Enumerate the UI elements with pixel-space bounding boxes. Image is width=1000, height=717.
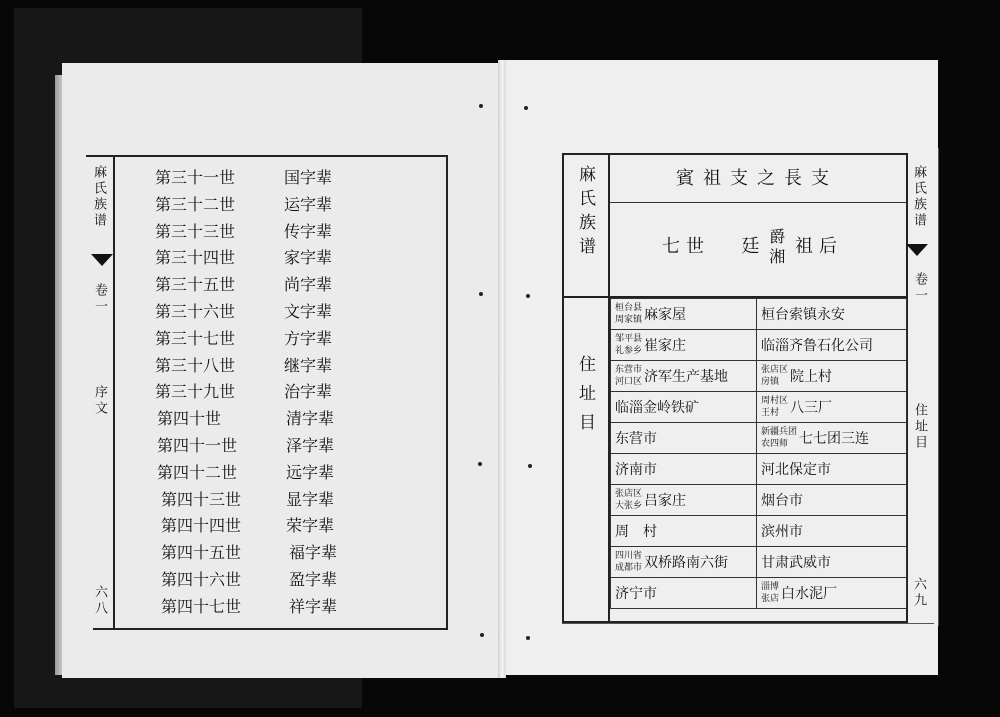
address-prefix-line: 东营市 xyxy=(615,365,643,375)
address-cell xyxy=(757,330,907,361)
generation-character: 国字辈 xyxy=(284,168,333,187)
book-gutter xyxy=(498,60,506,678)
generation-name: 第三十三世 xyxy=(155,221,236,241)
address-prefix-line: 桓台县 xyxy=(615,303,643,313)
address-prefix xyxy=(615,333,642,357)
address-prefix xyxy=(761,426,797,450)
generation-character: 继字辈 xyxy=(284,355,333,375)
address-row xyxy=(611,578,907,609)
generation-name: 第四十一世 xyxy=(157,436,238,455)
address-label: 住址目 xyxy=(575,355,595,442)
generation-character: 福字辈 xyxy=(289,543,338,563)
generation-name: 第三十一世 xyxy=(155,168,236,187)
generation-character: 祥字辈 xyxy=(289,596,338,616)
address-text: 济军生产基地 xyxy=(644,369,729,385)
address-prefix xyxy=(615,302,642,326)
right-frame-top xyxy=(562,153,908,155)
binding-hole xyxy=(478,462,482,466)
address-text: 周 村 xyxy=(615,524,657,540)
ancestor-name-b-top: 爵 xyxy=(769,227,786,246)
generation-name: 第三十二世 xyxy=(155,194,236,214)
address-cell xyxy=(757,392,907,423)
address-row xyxy=(611,516,907,547)
address-cell xyxy=(611,299,757,330)
address-row xyxy=(611,485,907,516)
address-prefix xyxy=(615,488,642,512)
ancestor-suffix: 祖后 xyxy=(794,236,843,257)
right-frame-left xyxy=(562,153,564,623)
address-text: 东营市 xyxy=(615,431,657,447)
address-cell xyxy=(611,547,757,578)
address-prefix xyxy=(761,395,788,419)
address-cell xyxy=(757,547,907,578)
address-cell xyxy=(757,361,907,392)
address-text: 济南市 xyxy=(615,462,657,478)
address-cell xyxy=(611,392,757,423)
right-margin-rule xyxy=(938,148,939,626)
address-cell xyxy=(611,330,757,361)
left-side-section: 序文 xyxy=(92,385,107,417)
address-prefix-line: 张店 xyxy=(761,594,780,604)
generation-character: 方字辈 xyxy=(284,328,333,348)
address-text: 济宁市 xyxy=(615,586,657,602)
generation-name: 第三十四世 xyxy=(155,248,236,268)
ancestor-name-a: 廷 xyxy=(741,236,760,257)
left-margin-rule xyxy=(113,157,115,628)
generation-name: 第四十世 xyxy=(157,409,222,429)
right-side-volume: 卷一 xyxy=(912,272,927,304)
binding-hole xyxy=(524,106,528,110)
address-prefix-line: 张店区 xyxy=(761,365,789,375)
ancestor-name-b-bottom: 湘 xyxy=(769,247,786,266)
address-prefix-line: 礼参乡 xyxy=(615,346,643,356)
generation-character: 家字辈 xyxy=(284,248,333,268)
binding-hole xyxy=(479,104,483,108)
address-table xyxy=(610,298,907,609)
address-cell xyxy=(611,423,757,454)
address-cell xyxy=(611,454,757,485)
address-cell xyxy=(611,516,757,547)
address-row xyxy=(611,454,907,485)
generation-name: 第三十八世 xyxy=(155,355,236,375)
address-prefix-line: 周家镇 xyxy=(615,315,643,325)
generation-name: 第三十九世 xyxy=(155,382,236,402)
generation-character: 传字辈 xyxy=(284,221,333,241)
address-text: 吕家庄 xyxy=(644,493,687,509)
address-prefix xyxy=(615,550,642,574)
right-bottom-rule xyxy=(562,623,934,624)
address-prefix-line: 新疆兵团 xyxy=(761,427,798,437)
generation-name: 第三十五世 xyxy=(155,275,236,295)
address-cell xyxy=(757,485,907,516)
generation-name: 第四十二世 xyxy=(157,462,238,482)
address-prefix-line: 王村 xyxy=(761,408,780,418)
generation-character: 清字辈 xyxy=(286,409,335,429)
generation-name: 第四十七世 xyxy=(161,596,242,616)
address-cell xyxy=(757,578,907,609)
right-side-arrow-icon xyxy=(906,244,928,256)
left-page-number: 六八 xyxy=(92,585,107,617)
right-column-title: 麻氏族谱 xyxy=(575,165,595,261)
address-text: 白水泥厂 xyxy=(781,586,838,602)
address-prefix-line: 张店区 xyxy=(615,489,643,499)
address-prefix-line: 邹平县 xyxy=(615,334,643,344)
address-text: 麻家屋 xyxy=(644,307,687,323)
address-row xyxy=(611,547,907,578)
right-page-number: 六九 xyxy=(911,577,926,609)
address-prefix-line: 农四师 xyxy=(761,439,789,449)
address-cell xyxy=(757,299,907,330)
generation-character: 盈字辈 xyxy=(289,570,338,589)
address-text: 院上村 xyxy=(790,369,833,385)
generation-character: 显字辈 xyxy=(286,489,335,509)
address-prefix-line: 大张乡 xyxy=(615,501,643,511)
binding-hole xyxy=(528,464,532,468)
generation-character: 泽字辈 xyxy=(286,436,335,455)
generation-name: 第三十六世 xyxy=(155,302,236,321)
branch-title: 賓祖支之長支 xyxy=(676,168,838,189)
address-text: 崔家庄 xyxy=(644,338,687,354)
address-text: 临淄金岭铁矿 xyxy=(615,400,699,416)
address-prefix xyxy=(761,581,779,605)
address-text: 河北保定市 xyxy=(761,462,831,478)
binding-hole xyxy=(479,292,483,296)
generation-name: 第四十五世 xyxy=(161,543,242,563)
address-prefix xyxy=(761,364,788,388)
address-text: 烟台市 xyxy=(761,493,803,509)
generation-character: 运字辈 xyxy=(284,194,333,214)
address-prefix xyxy=(615,364,642,388)
address-text: 八三厂 xyxy=(790,400,833,416)
address-cell xyxy=(757,516,907,547)
address-cell xyxy=(611,361,757,392)
binding-hole xyxy=(526,294,530,298)
generation-character: 尚字辈 xyxy=(284,275,333,295)
generation-name: 第四十四世 xyxy=(161,516,242,536)
right-title-divider xyxy=(608,202,906,203)
address-prefix-line: 周村区 xyxy=(761,396,789,406)
address-row xyxy=(611,330,907,361)
address-row xyxy=(611,299,907,330)
address-text: 临淄齐鲁石化公司 xyxy=(761,338,873,354)
left-bottom-rule xyxy=(93,628,448,630)
address-cell xyxy=(757,454,907,485)
ancestor-generation: 七世 xyxy=(662,236,710,257)
address-cell xyxy=(757,423,907,454)
address-row xyxy=(611,361,907,392)
right-side-section: 住址目 xyxy=(912,403,927,451)
left-side-title: 麻氏族谱 xyxy=(91,165,106,229)
generation-character: 治字辈 xyxy=(284,382,333,402)
left-top-rule xyxy=(86,155,448,157)
ancestor-heading xyxy=(662,227,843,267)
left-frame-right-rule xyxy=(446,157,448,628)
left-side-arrow-icon xyxy=(91,254,113,266)
generation-character: 远字辈 xyxy=(286,462,335,482)
address-cell xyxy=(611,485,757,516)
address-text: 甘肃武威市 xyxy=(761,555,831,571)
right-side-title: 麻氏族谱 xyxy=(911,165,926,229)
left-side-volume: 卷一 xyxy=(92,283,107,315)
binding-hole xyxy=(526,636,530,640)
generation-character: 文字辈 xyxy=(284,302,333,321)
generation-name: 第四十三世 xyxy=(161,489,242,509)
address-text: 滨州市 xyxy=(761,524,803,540)
address-prefix-line: 河口区 xyxy=(615,377,643,387)
address-row xyxy=(611,423,907,454)
address-text: 桓台索镇永安 xyxy=(761,307,845,323)
address-prefix-line: 成都市 xyxy=(615,563,643,573)
address-prefix-line: 房镇 xyxy=(761,377,780,387)
binding-hole xyxy=(480,633,484,637)
address-cell xyxy=(611,578,757,609)
generation-name: 第四十六世 xyxy=(161,570,242,589)
address-text: 七七团三连 xyxy=(799,431,870,447)
generation-character: 荣字辈 xyxy=(286,516,335,536)
generation-name: 第三十七世 xyxy=(155,328,236,348)
address-prefix-line: 四川省 xyxy=(615,551,643,561)
address-row xyxy=(611,392,907,423)
address-text: 双桥路南六街 xyxy=(644,555,729,571)
address-prefix-line: 淄博 xyxy=(761,582,780,592)
